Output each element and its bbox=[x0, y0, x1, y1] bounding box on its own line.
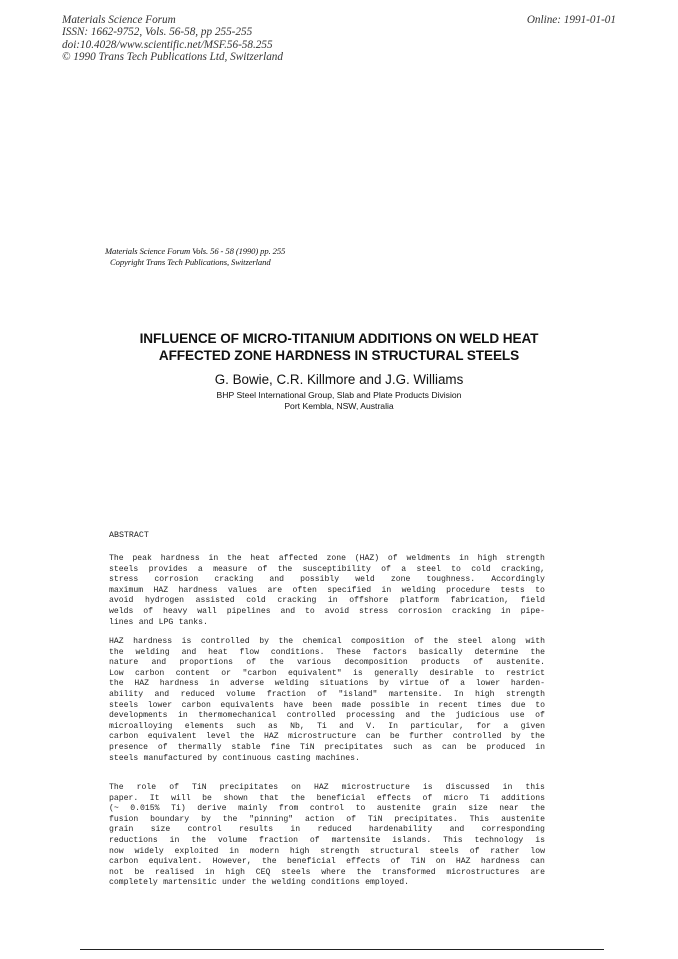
abstract-line: maximum HAZ hardness values are often specified in welding procedure tests to bbox=[109, 585, 545, 595]
abstract-line: presence of thermally stable fine TiN precipitates such as can be produced in bbox=[109, 742, 545, 752]
abstract-line: welds of heavy wall pipelines and to avoid stress corrosion cracking in pipe- bbox=[109, 606, 545, 616]
journal-name: Materials Science Forum bbox=[62, 14, 176, 26]
affiliation-line: BHP Steel International Group, Slab and Plate Products Division bbox=[216, 390, 462, 400]
abstract-line: lines and LPG tanks. bbox=[109, 617, 208, 627]
abstract-paragraph bbox=[109, 637, 545, 764]
publication-metadata bbox=[62, 14, 283, 64]
footer-rule bbox=[80, 949, 604, 950]
abstract-paragraph bbox=[109, 783, 545, 889]
abstract-line: grain size control results in reduced hardenability and corresponding bbox=[109, 825, 545, 835]
abstract-paragraph bbox=[109, 554, 545, 628]
online-date: Online: 1991-01-01 bbox=[526, 14, 616, 26]
title-line: INFLUENCE OF MICRO-TITANIUM ADDITIONS ON WELD HEAT bbox=[139, 331, 539, 346]
journal-copyright-line: Copyright Trans Tech Publications, Switzerland bbox=[110, 256, 271, 267]
abstract-heading: ABSTRACT bbox=[109, 531, 149, 540]
abstract-line: not be realised in high CEQ steels where the transformed microstructures are bbox=[109, 867, 545, 877]
affiliation bbox=[80, 390, 598, 411]
abstract-line: steels provides a measure of the susceptibility of a steel to cold cracking, bbox=[109, 564, 545, 574]
abstract-line: ability and reduced volume fraction of "island" martensite. In high strength bbox=[109, 689, 545, 699]
abstract-line: The role of TiN precipitates on HAZ microstructure is discussed in this bbox=[109, 783, 545, 792]
abstract-line: The peak hardness in the heat affected zone (HAZ) of weldments in high strength bbox=[109, 554, 545, 563]
abstract-line: Low carbon content or "carbon equivalent" is generally desirable to restrict bbox=[109, 668, 545, 678]
abstract-line: microalloying elements such as Nb, Ti and V. In particular, for a given bbox=[109, 721, 545, 731]
abstract-line: nature and proportions of the various decomposition products of austenite. bbox=[109, 658, 545, 668]
abstract-line: (~ 0.015% Ti) derive mainly from control to austenite grain size near the bbox=[109, 804, 545, 814]
authors: G. Bowie, C.R. Killmore and J.G. Williams bbox=[214, 372, 464, 387]
abstract-line: stress corrosion cracking and possibly weld zone toughness. Accordingly bbox=[109, 575, 545, 585]
abstract-line: HAZ hardness is controlled by the chemical composition of the steel along with bbox=[109, 637, 545, 646]
abstract-line: the welding and heat flow conditions. These factors basically determine the bbox=[109, 647, 545, 657]
journal-volume-line: Materials Science Forum Vols. 56 - 58 (1990) pp. 255 bbox=[105, 246, 286, 256]
issn-line: ISSN: 1662-9752, Vols. 56-58, pp 255-255 bbox=[62, 26, 253, 39]
doi-link[interactable]: doi:10.4028/www.scientific.net/MSF.56-58.255 bbox=[62, 38, 273, 51]
copyright-line: © 1990 Trans Tech Publications Ltd, Switzerland bbox=[62, 51, 283, 64]
abstract-line: steels manufactured by continuous casting machines. bbox=[109, 753, 360, 763]
abstract-line: completely martensitic under the welding conditions employed. bbox=[109, 878, 410, 888]
abstract-line: developments in thermomechanical controlled processing and the judicious use of bbox=[109, 711, 545, 721]
abstract-line: carbon equivalent. However, the beneficial effects of TiN on HAZ hardness can bbox=[109, 857, 545, 867]
abstract-line: steels lower carbon equivalents have been made possible in recent times due to bbox=[109, 700, 545, 710]
abstract-line: carbon equivalent level the HAZ microstructure can be further controlled by the bbox=[109, 732, 545, 742]
abstract-line: avoid hydrogen assisted cold cracking in offshore platform fabrication, field bbox=[109, 596, 545, 606]
abstract-line: fusion boundary by the "pinning" action of TiN precipitates. This austenite bbox=[109, 814, 545, 824]
journal-reference bbox=[105, 246, 285, 267]
abstract-line: now widely exploited in modern high strength structural steels of rather low bbox=[109, 846, 545, 856]
abstract-line: reductions in the volume fraction of martensite islands. This technology is bbox=[109, 835, 545, 845]
abstract-line: the HAZ hardness in adverse welding situations by virtue of a lower harden- bbox=[109, 679, 545, 689]
abstract-line: paper. It will be shown that the beneficial effects of micro Ti additions bbox=[109, 793, 545, 803]
affiliation-line: Port Kembla, NSW, Australia bbox=[284, 400, 394, 411]
title-line: AFFECTED ZONE HARDNESS IN STRUCTURAL STEELS bbox=[158, 348, 520, 363]
paper-title bbox=[80, 330, 598, 364]
